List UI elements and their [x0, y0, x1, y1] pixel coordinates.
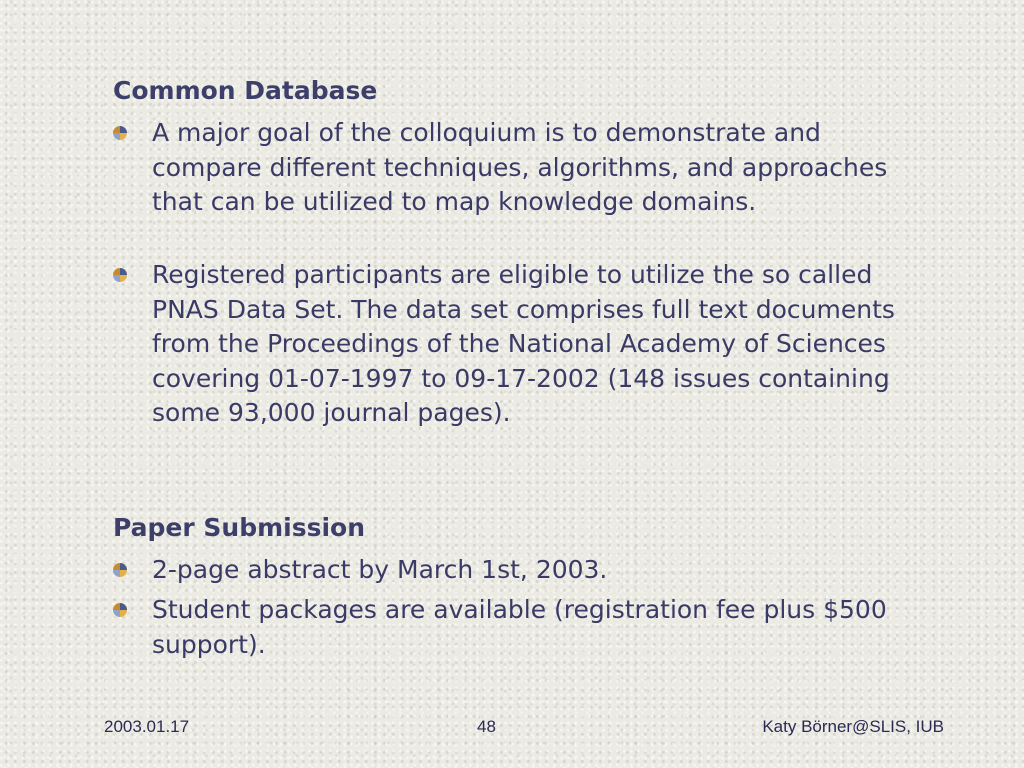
- bullet-item: [112, 593, 932, 662]
- bullet-item: [112, 116, 932, 220]
- bullet-text: 2-page abstract by March 1st, 2003.: [152, 555, 608, 584]
- bullet-text: Registered participants are eligible to utilize the so called PNAS Data Set. The data set comprises full text documents from the Proceedings of the National Academy of Sciences covering 01-07-1997 to 09-17-2002 (148 issues containing some 93,000 journal pages).: [152, 260, 895, 427]
- bullet-text: Student packages are available (registration fee plus $500 support).: [152, 595, 887, 659]
- pie-bullet-icon: [112, 562, 128, 578]
- bullet-item: [112, 553, 932, 588]
- section-heading-common-database: Common Database: [113, 76, 378, 105]
- bullet-text: A major goal of the colloquium is to demonstrate and compare different techniques, algorithms, and approaches that can be utilized to map knowledge domains.: [152, 118, 888, 216]
- footer-date: 2003.01.17: [104, 717, 190, 736]
- footer-author: Katy Börner@SLIS, IUB: [762, 717, 944, 736]
- pie-bullet-icon: [112, 125, 128, 141]
- pie-bullet-icon: [112, 267, 128, 283]
- footer-page-number: 48: [477, 717, 496, 736]
- pie-bullet-icon: [112, 602, 128, 618]
- bullet-item: [112, 258, 932, 431]
- section-heading-paper-submission: Paper Submission: [113, 513, 366, 542]
